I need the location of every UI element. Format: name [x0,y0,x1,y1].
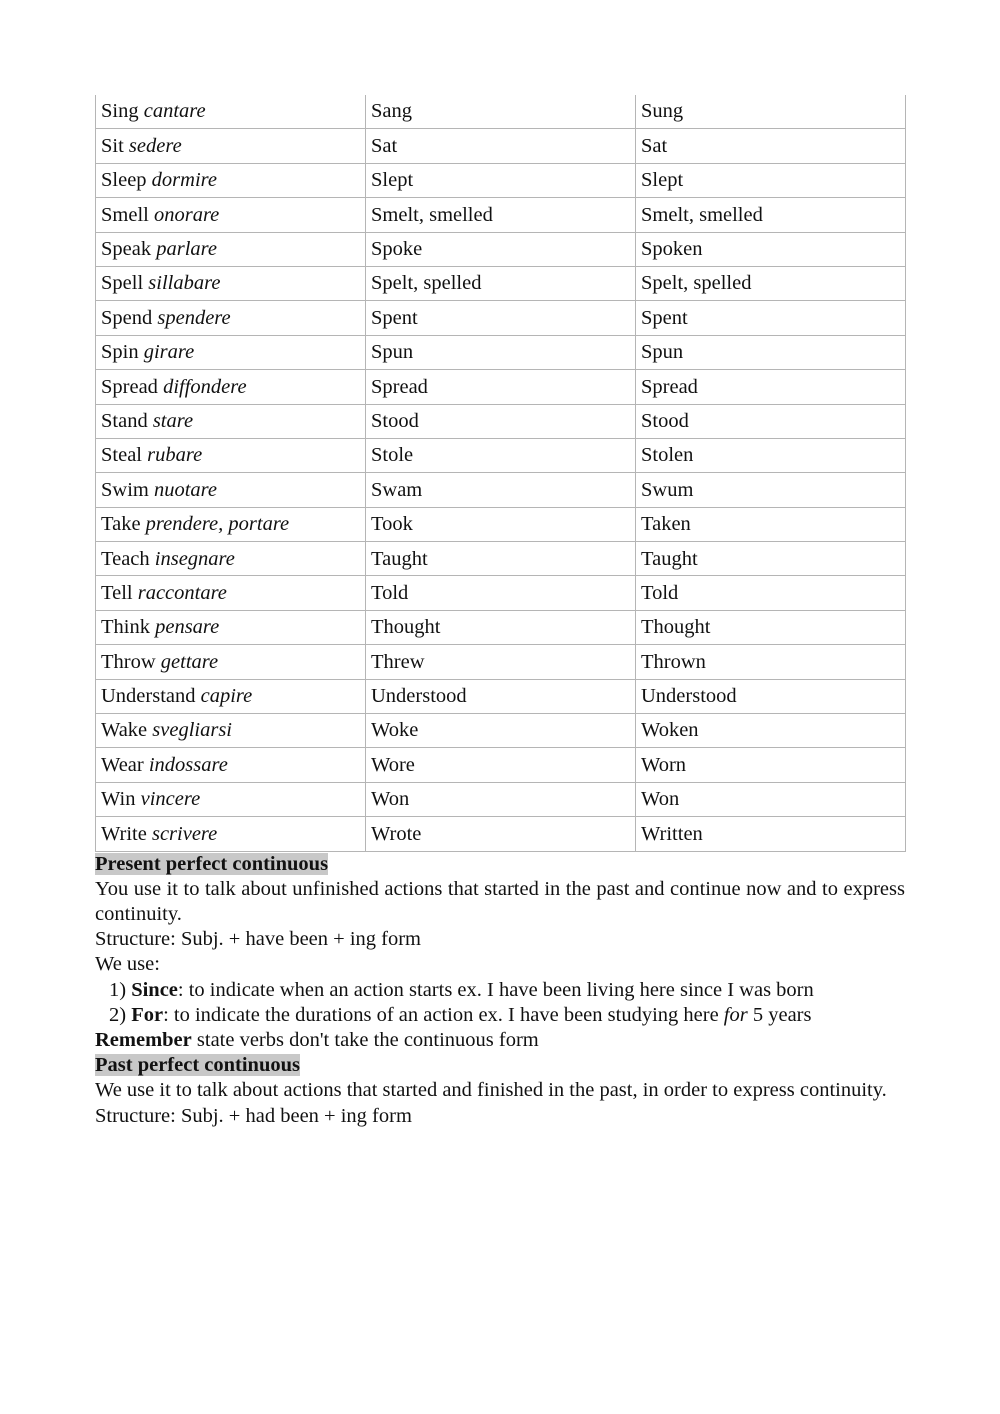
base-form-cell [96,714,366,748]
italian-translation: insegnare [154,547,235,570]
table-row [96,95,906,129]
italian-translation: parlare [156,238,217,260]
italian-translation: indossare [148,753,228,776]
past-participle-cell: Won [636,782,906,816]
italian-translation: gettare [160,650,219,673]
table-row [96,610,906,644]
list-number: 1) [109,978,127,1001]
past-participle-cell: Worn [636,748,906,782]
italian-translation: onorare [153,203,220,226]
past-simple-cell: Spent [366,301,636,335]
past-participle-cell: Spent [636,301,906,335]
base-form-cell [96,198,366,232]
remember-text: state verbs don't take the continuous form [191,1029,539,1052]
since-explanation: : to indicate when an action starts ex. I have been living here since I was born [177,978,814,1001]
for-example-word: for [723,1003,748,1026]
base-form: Spin [101,341,139,364]
past-participle-cell: Woken [636,714,906,748]
past-simple-cell: Smelt, smelled [366,198,636,232]
past-simple-cell: Spread [366,370,636,404]
present-perfect-structure: Structure: Subj. + have been + ing form [95,928,421,951]
table-row [96,163,906,197]
past-perfect-intro: We use it to talk about actions that started and finished in the past, in order to express continuity. [95,1079,887,1102]
italian-translation: rubare [147,444,203,467]
base-form-cell [96,782,366,816]
base-form: Spell [101,272,144,295]
past-simple-cell: Understood [366,679,636,713]
past-participle-cell: Taken [636,507,906,541]
past-simple-cell: Threw [366,645,636,679]
base-form: Sit [101,134,124,157]
italian-translation: diffondere [163,375,247,398]
past-simple-cell: Thought [366,610,636,644]
past-simple-cell: Wore [366,748,636,782]
list-item-for [95,1003,905,1028]
italian-translation: prendere, portare [145,513,290,536]
past-perfect-heading: Past perfect continuous [95,1054,300,1077]
base-form-cell [96,129,366,163]
italian-translation: spendere [157,306,231,329]
base-form: Sing [101,100,139,123]
base-form: Swim [101,478,149,501]
table-row [96,576,906,610]
base-form: Steal [101,444,142,467]
base-form: Take [101,513,141,536]
past-simple-cell: Sat [366,129,636,163]
base-form-cell [96,301,366,335]
italian-translation: svegliarsi [152,719,232,742]
for-keyword: For [131,1003,164,1026]
base-form-cell [96,679,366,713]
base-form: Think [101,616,150,639]
table-row [96,301,906,335]
base-form-cell [96,266,366,300]
remember-note [95,1028,905,1053]
italian-translation: cantare [143,100,206,123]
base-form: Speak [101,238,152,260]
past-participle-cell: Smelt, smelled [636,198,906,232]
list-item-since [95,978,905,1003]
verb-table-body [96,95,906,851]
italian-translation: girare [143,341,195,364]
remember-keyword: Remember [95,1029,192,1052]
table-row [96,507,906,541]
past-simple-cell: Took [366,507,636,541]
document-page [95,95,905,1129]
past-participle-cell: Stood [636,404,906,438]
italian-translation: scrivere [151,822,218,845]
irregular-verbs-table [95,95,906,852]
base-form-cell [96,335,366,369]
base-form: Spend [101,306,153,329]
table-row [96,714,906,748]
past-participle-cell: Spun [636,335,906,369]
italian-translation: nuotare [153,478,217,501]
table-row [96,817,906,851]
table-row [96,335,906,369]
past-simple-cell: Spoke [366,232,636,266]
base-form-cell [96,438,366,472]
past-simple-cell: Swam [366,473,636,507]
table-row [96,748,906,782]
table-row [96,232,906,266]
past-participle-cell: Thought [636,610,906,644]
past-simple-cell: Spelt, spelled [366,266,636,300]
italian-translation: capire [200,685,253,708]
base-form-cell [96,95,366,129]
table-row [96,129,906,163]
for-example-end: 5 years [747,1003,812,1026]
table-row [96,438,906,472]
base-form-cell [96,542,366,576]
base-form: Understand [101,685,196,708]
past-participle-cell: Thrown [636,645,906,679]
past-simple-cell: Stood [366,404,636,438]
past-simple-cell: Stole [366,438,636,472]
past-simple-cell: Slept [366,163,636,197]
table-row [96,404,906,438]
past-participle-cell: Slept [636,163,906,197]
present-perfect-heading: Present perfect continuous [95,852,329,875]
base-form: Teach [101,547,150,570]
past-simple-cell: Woke [366,714,636,748]
past-simple-cell: Spun [366,335,636,369]
base-form-cell [96,404,366,438]
for-explanation: : to indicate the durations of an action ex. I have been studying here [163,1003,724,1026]
italian-translation: sillabare [148,272,221,295]
past-participle-cell: Spelt, spelled [636,266,906,300]
past-participle-cell: Stolen [636,438,906,472]
italian-translation: stare [152,409,194,432]
base-form: Spread [101,375,158,398]
base-form-cell [96,163,366,197]
past-participle-cell: Spoken [636,232,906,266]
base-form: Tell [101,581,133,604]
table-row [96,473,906,507]
past-simple-cell: Told [366,576,636,610]
past-participle-cell: Swum [636,473,906,507]
base-form: Wear [101,753,144,776]
base-form-cell [96,507,366,541]
past-participle-cell: Spread [636,370,906,404]
base-form-cell [96,576,366,610]
since-keyword: Since [131,978,178,1001]
past-participle-cell: Sat [636,129,906,163]
italian-translation: dormire [151,169,217,192]
base-form-cell [96,645,366,679]
base-form-cell [96,473,366,507]
base-form: Smell [101,203,149,226]
we-use-label: We use: [95,953,160,976]
base-form: Sleep [101,169,147,192]
table-row [96,782,906,816]
past-participle-cell: Taught [636,542,906,576]
italian-translation: pensare [155,616,220,639]
table-row [96,542,906,576]
past-participle-cell: Told [636,576,906,610]
base-form-cell [96,232,366,266]
past-perfect-section [95,1053,905,1129]
past-participle-cell: Understood [636,679,906,713]
base-form: Stand [101,409,148,432]
past-simple-cell: Taught [366,542,636,576]
present-perfect-section [95,852,905,1054]
base-form-cell [96,748,366,782]
past-simple-cell: Won [366,782,636,816]
base-form: Win [101,788,136,811]
base-form: Wake [101,719,148,742]
present-perfect-intro: You use it to talk about unfinished actions that started in the past and continue now and to express continuity. [95,877,905,925]
table-row [96,266,906,300]
past-simple-cell: Wrote [366,817,636,851]
list-number: 2) [109,1003,127,1026]
italian-translation: sedere [128,134,182,157]
italian-translation: vincere [140,788,201,811]
table-row [96,198,906,232]
past-participle-cell: Written [636,817,906,851]
base-form-cell [96,610,366,644]
base-form: Write [101,822,147,845]
table-row [96,370,906,404]
table-row [96,679,906,713]
past-simple-cell: Sang [366,95,636,129]
base-form-cell [96,817,366,851]
base-form-cell [96,370,366,404]
table-row [96,645,906,679]
past-perfect-structure: Structure: Subj. + had been + ing form [95,1104,412,1127]
italian-translation: raccontare [137,581,227,604]
past-participle-cell: Sung [636,95,906,129]
base-form: Throw [101,650,156,673]
